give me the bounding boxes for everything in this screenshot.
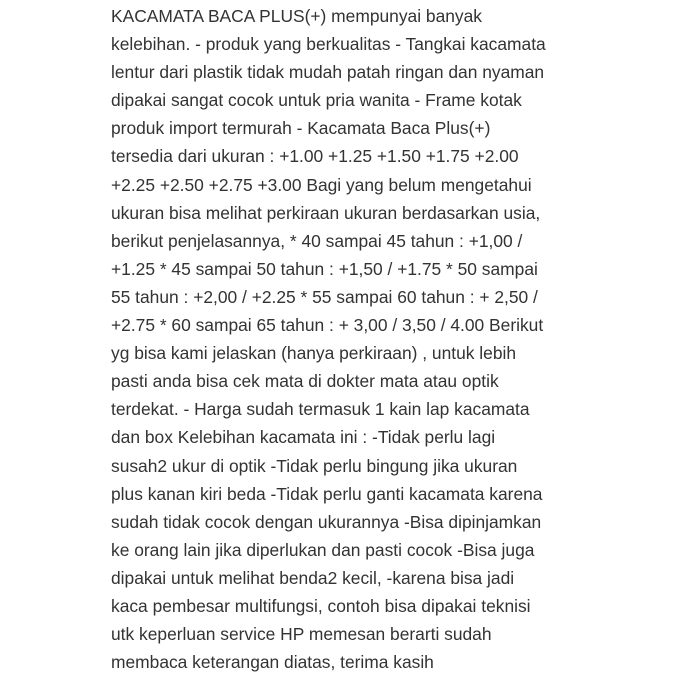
description-line: plus kanan kiri beda -Tidak perlu ganti kacamata karena	[111, 483, 543, 504]
description-line: kelebihan. - produk yang berkualitas - Tangkai kacamata	[111, 34, 546, 55]
description-line: 55 tahun : +2,00 / +2.25 * 55 sampai 60 tahun : + 2,50 /	[111, 286, 538, 307]
description-line: lentur dari plastik tidak mudah patah ringan dan nyaman	[111, 62, 545, 83]
description-line: dipakai untuk melihat benda2 kecil, -karena bisa jadi	[111, 567, 515, 588]
description-line: yg bisa kami jelaskan (hanya perkiraan) , untuk lebih	[111, 343, 517, 364]
description-line: +1.25 * 45 sampai 50 tahun : +1,50 / +1.75 * 50 sampai	[111, 258, 538, 279]
description-line: utk keperluan service HP memesan berarti sudah	[111, 624, 492, 645]
description-line: susah2 ukur di optik -Tidak perlu bingung jika ukuran	[111, 455, 518, 476]
description-line: pasti anda bisa cek mata di dokter mata atau optik	[111, 371, 499, 392]
description-line: sudah tidak cocok dengan ukurannya -Bisa dipinjamkan	[111, 511, 542, 532]
description-line: tersedia dari ukuran : +1.00 +1.25 +1.50 +1.75 +2.00	[111, 146, 519, 167]
description-line: ukuran bisa melihat perkiraan ukuran berdasarkan usia,	[111, 202, 541, 223]
description-line: +2.75 * 60 sampai 65 tahun : + 3,00 / 3,50 / 4.00 Berikut	[111, 315, 544, 336]
description-line: dan box Kelebihan kacamata ini : -Tidak perlu lagi	[111, 427, 496, 448]
description-line: +2.25 +2.50 +2.75 +3.00 Bagi yang belum mengetahui	[111, 174, 532, 195]
description-line: KACAMATA BACA PLUS(+) mempunyai banyak	[111, 6, 482, 26]
description-line: terdekat. - Harga sudah termasuk 1 kain lap kacamata	[111, 399, 530, 420]
description-line: membaca keterangan diatas, terima kasih	[111, 652, 434, 673]
description-line: produk import termurah - Kacamata Baca Plus(+)	[111, 118, 491, 139]
description-line: berikut penjelasannya, * 40 sampai 45 tahun : +1,00 /	[111, 230, 523, 251]
description-line: ke orang lain jika diperlukan dan pasti cocok -Bisa juga	[111, 539, 535, 560]
description-line: kaca pembesar multifungsi, contoh bisa dipakai teknisi	[111, 595, 531, 616]
product-description-text	[111, 2, 591, 676]
description-line: dipakai sangat cocok untuk pria wanita - Frame kotak	[111, 90, 522, 111]
